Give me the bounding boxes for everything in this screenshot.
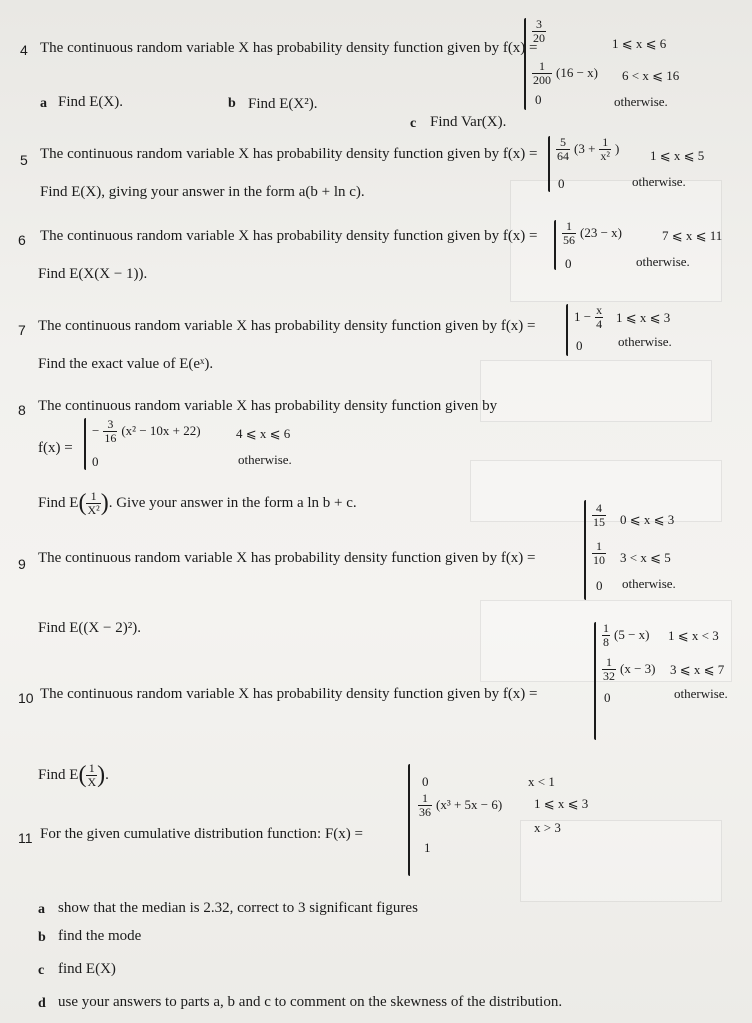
question-number: 7 xyxy=(18,322,26,338)
question-number: 8 xyxy=(18,402,26,418)
question-text: The continuous random variable X has probability density function given by f(x) = xyxy=(38,550,536,566)
part-a: Find E(X). xyxy=(58,94,123,110)
part-b: find the mode xyxy=(58,928,142,944)
question-number: 10 xyxy=(18,690,34,706)
piecewise-brace xyxy=(584,500,586,600)
part-label: c xyxy=(410,116,417,131)
textbook-page: 4 The continuous random variable X has probability density function given by f(x) = $\frac{3}{20}$ 1 ⩽ x ⩽ 6 $\frac{1}{200}$ (16 − x) 6 < x ⩽ 16 0 otherwise. a Find E(X). b Find E(X²). c Find Var(X). 5 The continuous random variable X has probability density function given by f(x) = $\frac{5}{64}$ (3 + $\frac{1}{\text{x²}}$ ) 1 ⩽ x ⩽ 5 0 otherwise. Find E(X), giving your answer in the form a(b + ln c). 6 The continuous random variable X has probability density function given by f(x) = $\frac{1}{56}$ (23 − x) 7 ⩽ x ⩽ 11 0 otherwise. Find E(X(X − 1)). 7 The continuous random variable X has probability density function given by f(x) = 1 − $\frac{x}{4}$ 1 ⩽ x ⩽ 3 0 otherwise. Find the exact value of E(eˣ). 8 The continuous random variable X has probability density function given by f(x) = − $\frac{3}{16}$ (x² − 10x + 22) 4 ⩽ x ⩽ 6 0 otherwise. Find E( $\frac{1}{\text{X²}}$ ). Give your answer in the form a ln b + c. 9 The continuous random variable X has probability density function given by f(x) = $\frac{4}{15}$ 0 ⩽ x ⩽ 3 $\frac{1}{10}$ 3 < x ⩽ 5 0 otherwise. Find E((X − 2)²). 10 The continuous random variable X has probability density function given by f(x) = $\frac{1}{8}$ (5 − x) 1 ⩽ x < 3 $\frac{1}{32}$ (x − 3) 3 ⩽ x ⩽ 7 0 otherwise. Find E( $\frac{1}{X}$ ). 11 For the given cumulative distribution function: F(x) = 0 x < 1 $\frac{1}{36}$ (x³ + 5x − 6) 1 ⩽ x ⩽ 3 1 x > 3 a show that the median is 2.32, correct to 3 significant figures b find the mode c find E(X) d use your answers to parts a, b and c to comment on the skewness of the distribution. xyxy=(0,0,752,1023)
piecewise-brace xyxy=(594,622,596,740)
part-a: show that the median is 2.32, correct to 3 significant figures xyxy=(58,900,418,916)
part-label: c xyxy=(38,963,45,978)
question-number: 9 xyxy=(18,556,26,572)
question-number: 4 xyxy=(20,42,28,58)
question-text: The continuous random variable X has probability density function given by xyxy=(38,398,498,414)
part-label: a xyxy=(40,96,47,111)
piecewise-brace xyxy=(554,220,556,270)
question-number: 6 xyxy=(18,232,26,248)
part-label: b xyxy=(228,96,236,111)
question-find: Find E(X), giving your answer in the form a(b + ln c). xyxy=(40,184,365,200)
question-find: Find E( $\frac{1}{X}$ ). xyxy=(38,761,109,789)
part-c: find E(X) xyxy=(58,961,116,977)
part-d: use your answers to parts a, b and c to comment on the skewness of the distribution. xyxy=(58,994,563,1010)
piecewise-brace xyxy=(566,304,568,356)
part-label: a xyxy=(38,902,45,917)
question-number: 11 xyxy=(18,830,33,846)
question-text: The continuous random variable X has probability density function given by f(x) = xyxy=(40,146,538,162)
part-label: d xyxy=(38,996,46,1011)
question-text: For the given cumulative distribution function: F(x) = xyxy=(40,826,363,842)
question-find: Find E(X(X − 1)). xyxy=(38,266,148,282)
part-c: Find Var(X). xyxy=(430,114,507,130)
question-text: The continuous random variable X has probability density function given by f(x) = xyxy=(40,686,538,702)
question-find: Find E((X − 2)²). xyxy=(38,620,141,636)
question-number: 5 xyxy=(20,152,28,168)
piecewise-brace xyxy=(84,418,86,470)
question-find: Find E( $\frac{1}{\text{X²}}$ ). Give your answer in the form a ln b + c. xyxy=(38,489,357,517)
bleed-through-table xyxy=(480,360,712,422)
question-text: The continuous random variable X has probability density function given by f(x) = xyxy=(40,228,538,244)
question-text: The continuous random variable X has probability density function given by f(x) = xyxy=(40,40,538,56)
part-label: b xyxy=(38,930,46,945)
part-b: Find E(X²). xyxy=(248,96,318,112)
question-find: Find the exact value of E(eˣ). xyxy=(38,356,214,372)
piecewise-brace xyxy=(408,764,410,876)
piecewise-brace xyxy=(548,136,550,192)
question-text: The continuous random variable X has probability density function given by f(x) = xyxy=(38,318,536,334)
piecewise-brace xyxy=(524,18,526,110)
